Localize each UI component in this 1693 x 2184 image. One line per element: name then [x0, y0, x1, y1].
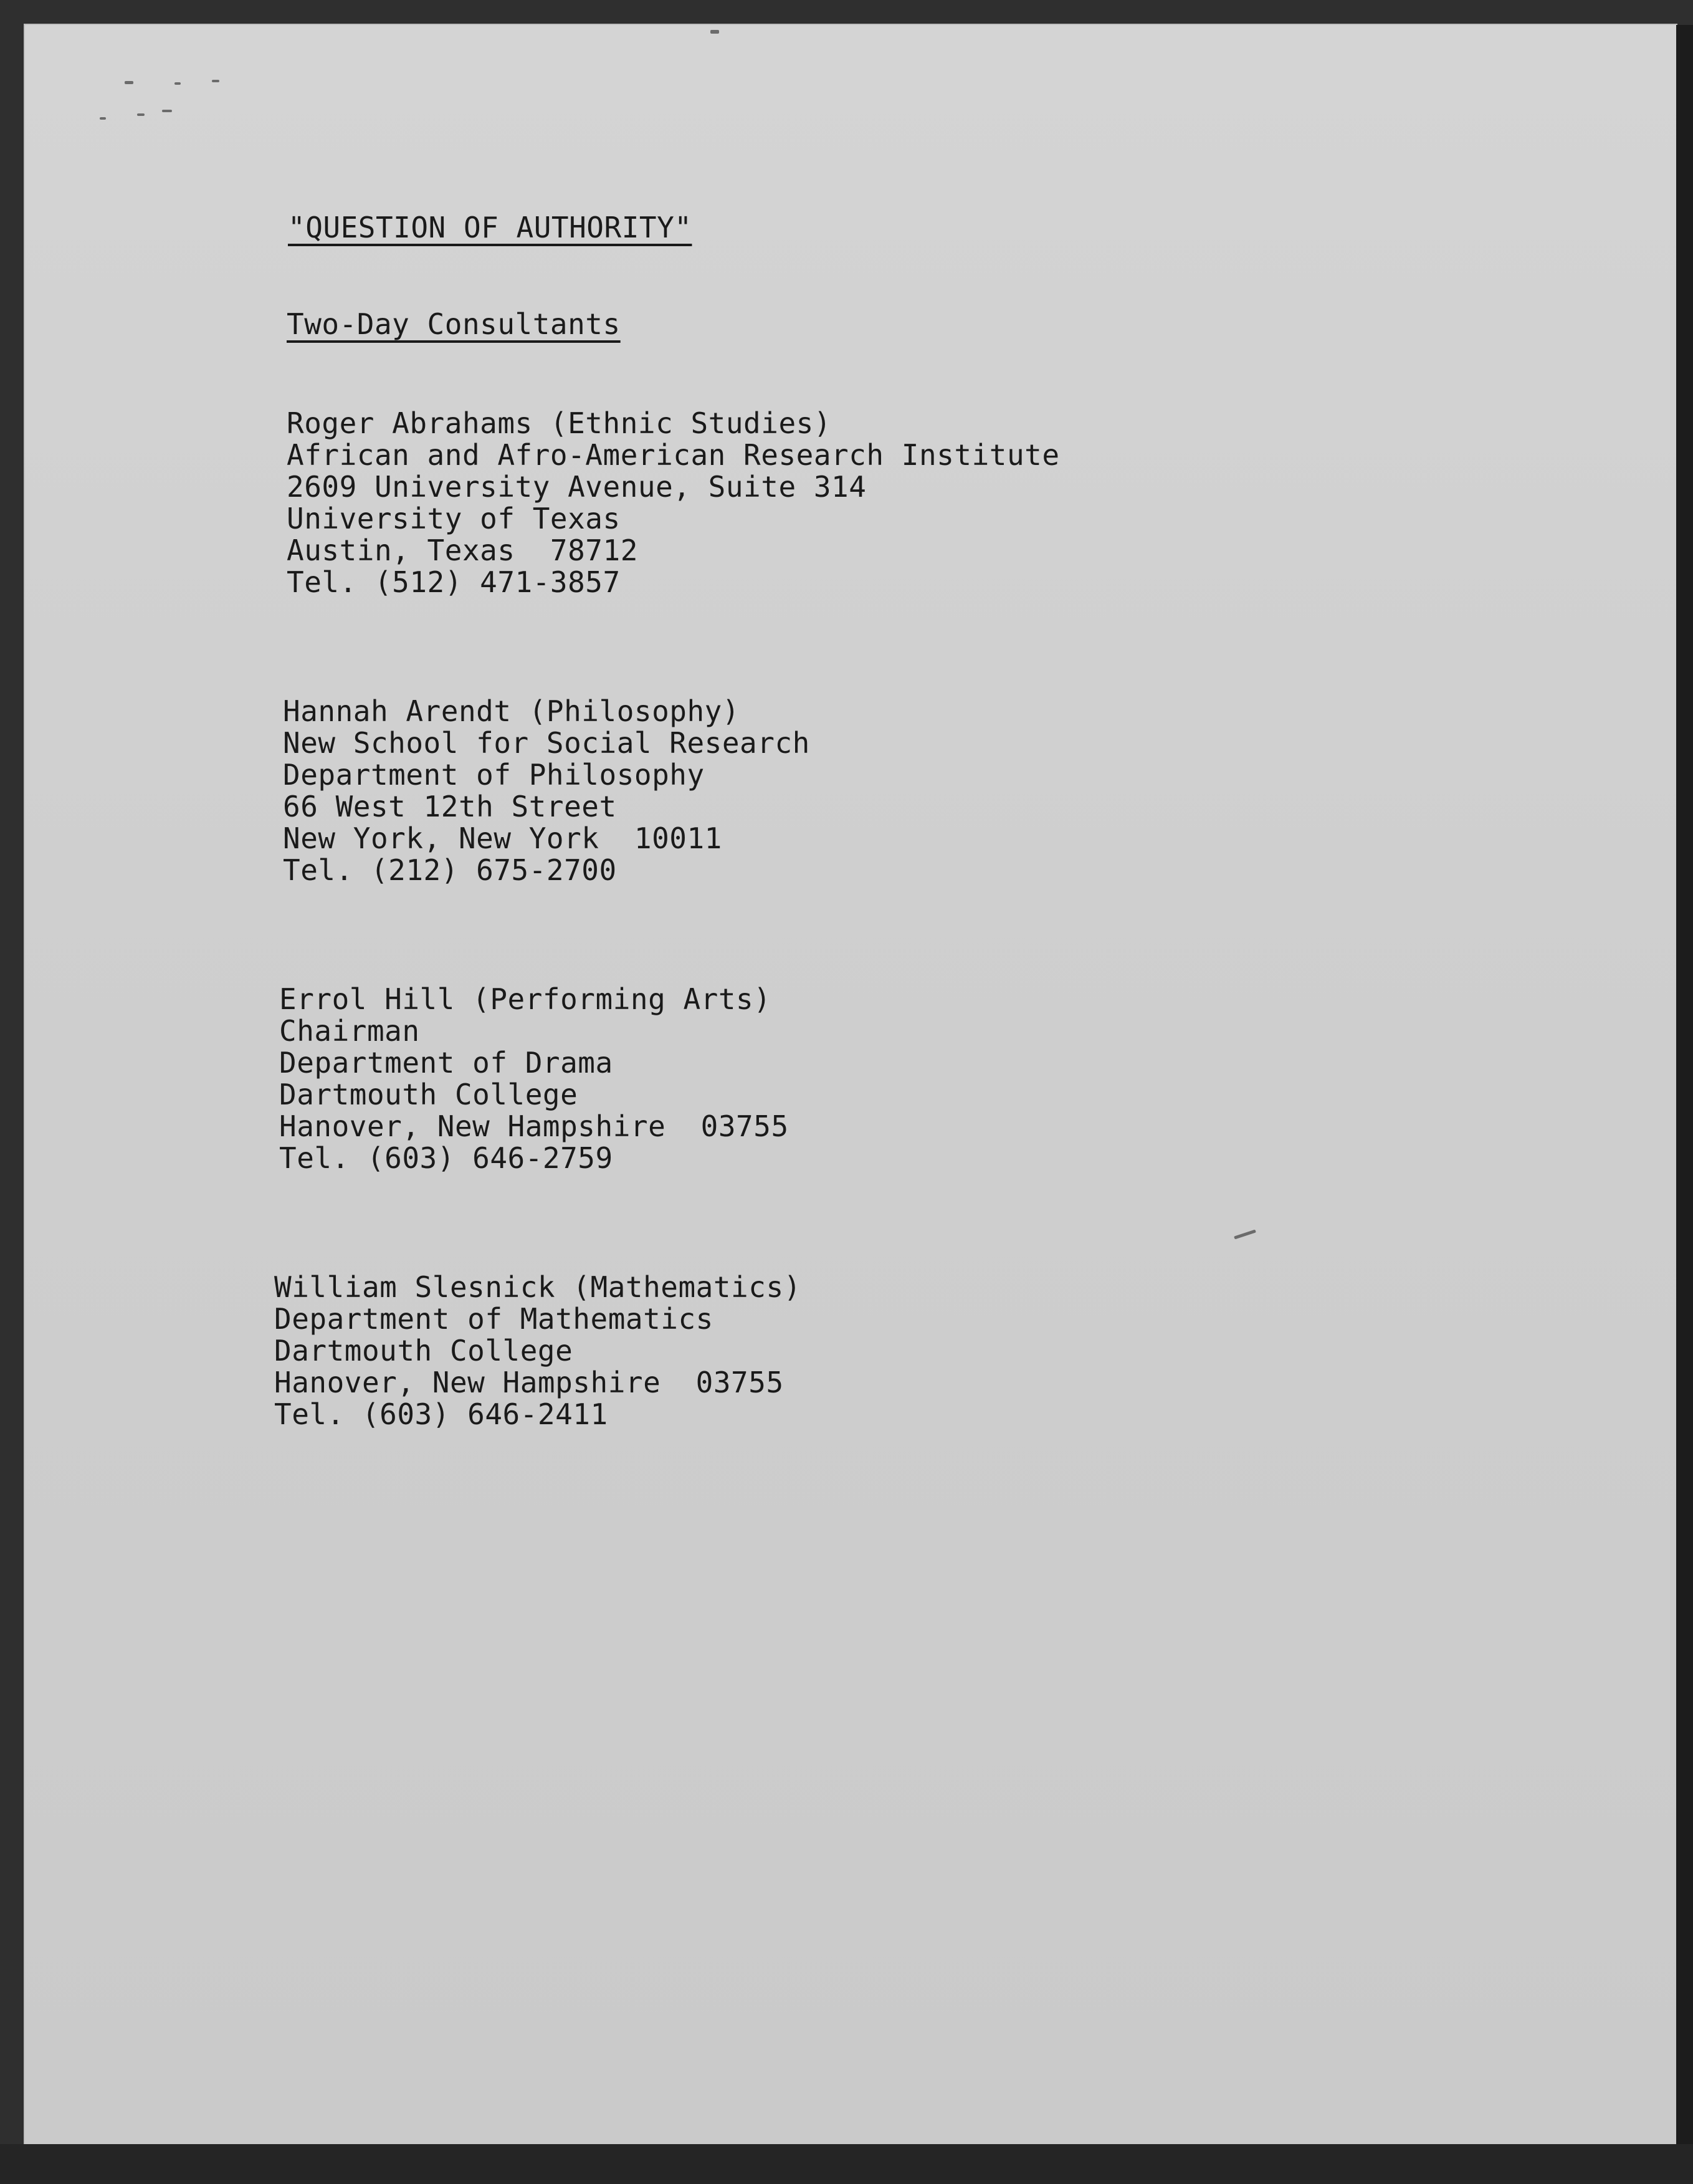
consultant-address-line: Hanover, New Hampshire 03755 — [279, 1109, 789, 1143]
consultant-address-line: 66 West 12th Street — [283, 790, 617, 823]
consultant-name: William Slesnick (Mathematics) — [274, 1270, 801, 1304]
consultant-phone: Tel. (512) 471-3857 — [287, 565, 621, 599]
consultant-name: Hannah Arendt (Philosophy) — [283, 694, 740, 728]
consultant-address-line: Dartmouth College — [279, 1078, 578, 1111]
document-body — [274, 211, 1533, 1528]
consultant-entry-abrahams — [287, 408, 1533, 598]
consultant-phone: Tel. (603) 646-2411 — [274, 1397, 608, 1431]
consultant-address-line: 2609 University Avenue, Suite 314 — [287, 470, 867, 504]
consultant-address-line: University of Texas — [287, 502, 621, 535]
consultant-address-line: Department of Drama — [279, 1046, 613, 1080]
consultant-entry-arendt — [283, 696, 1533, 886]
consultant-address-line: New York, New York 10011 — [283, 821, 722, 855]
paper-mark — [174, 82, 181, 85]
consultant-title: Chairman — [279, 1014, 420, 1048]
consultant-name: Errol Hill (Performing Arts) — [279, 982, 771, 1016]
paper-mark — [100, 117, 106, 120]
consultant-address-line: Austin, Texas 78712 — [287, 534, 638, 567]
consultant-address-line: African and Afro-American Research Institute — [287, 438, 1060, 472]
consultant-phone: Tel. (603) 646-2759 — [279, 1141, 613, 1175]
consultant-address-line: Hanover, New Hampshire 03755 — [274, 1366, 784, 1399]
consultant-address-line: Dartmouth College — [274, 1334, 573, 1367]
consultant-entry-slesnick — [274, 1272, 1533, 1430]
paper-mark — [125, 81, 133, 84]
section-heading: Two-Day Consultants — [287, 307, 621, 341]
paper-mark — [710, 30, 719, 34]
page-right-edge — [1676, 25, 1693, 2184]
paper-mark — [212, 80, 219, 82]
consultant-name: Roger Abrahams (Ethnic Studies) — [287, 406, 832, 440]
consultant-address-line: New School for Social Research — [283, 726, 810, 760]
consultant-phone: Tel. (212) 675-2700 — [283, 853, 617, 887]
consultant-address-line: Department of Mathematics — [274, 1302, 713, 1336]
page-bottom-edge — [0, 2144, 1693, 2184]
document-title: "QUESTION OF AUTHORITY" — [288, 211, 692, 244]
paper-mark — [137, 113, 145, 116]
paper-mark — [162, 110, 172, 112]
consultant-address-line: Department of Philosophy — [283, 758, 705, 792]
consultant-entry-hill — [279, 984, 1533, 1174]
